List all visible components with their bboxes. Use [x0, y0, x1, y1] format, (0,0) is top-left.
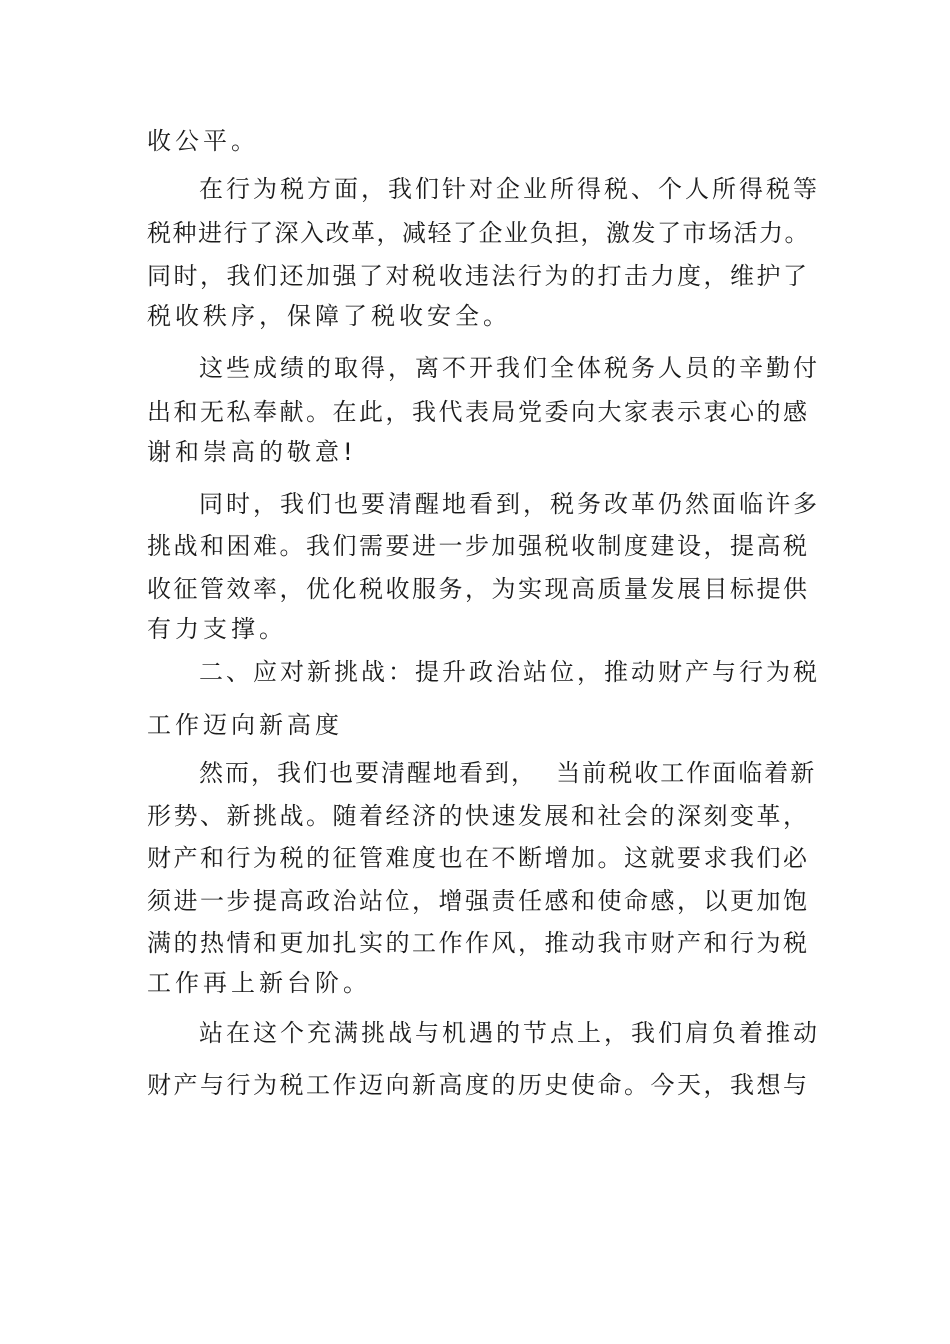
text-line: 工作再上新台阶。	[147, 969, 371, 997]
paragraph-start-line: 站在这个充满挑战与机遇的节点上，我们肩负着推动	[199, 1019, 820, 1047]
text-line: 税种进行了深入改革，减轻了企业负担，激发了市场活力。	[147, 219, 810, 247]
paragraph-start-line: 然而，我们也要清醒地看到， 当前税收工作面临着新	[199, 759, 817, 787]
text-line: 同时，我们还加强了对税收违法行为的打击力度，维护了	[147, 262, 810, 290]
section-heading-line: 工作迈向新高度	[147, 711, 343, 739]
paragraph-start-line: 同时，我们也要清醒地看到，税务改革仍然面临许多	[199, 490, 820, 518]
text-line: 须进一步提高政治站位，增强责任感和使命感，以更加饱	[147, 887, 810, 915]
text-line: 税收秩序，保障了税收安全。	[147, 302, 511, 330]
text-line: 出和无私奉献。在此，我代表局党委向大家表示衷心的感	[147, 398, 810, 426]
paragraph-start-line: 在行为税方面，我们针对企业所得税、个人所得税等	[199, 175, 820, 203]
text-line: 财产和行为税的征管难度也在不断增加。这就要求我们必	[147, 844, 810, 872]
text-line: 满的热情和更加扎实的工作作风，推动我市财产和行为税	[147, 929, 810, 957]
text-line: 财产与行为税工作迈向新高度的历史使命。今天，我想与	[147, 1071, 810, 1099]
paragraph-start-line: 这些成绩的取得，离不开我们全体税务人员的辛勤付	[199, 354, 820, 382]
text-line: 挑战和困难。我们需要进一步加强税收制度建设，提高税	[147, 532, 810, 560]
text-line: 收公平。	[147, 127, 259, 155]
section-heading-line: 二、应对新挑战：提升政治站位，推动财产与行为税	[199, 658, 820, 686]
text-line: 形势、新挑战。随着经济的快速发展和社会的深刻变革，	[147, 802, 810, 830]
text-line: 谢和崇高的敬意!	[147, 438, 357, 466]
text-line: 收征管效率，优化税收服务，为实现高质量发展目标提供	[147, 575, 810, 603]
text-line: 有力支撑。	[147, 615, 287, 643]
